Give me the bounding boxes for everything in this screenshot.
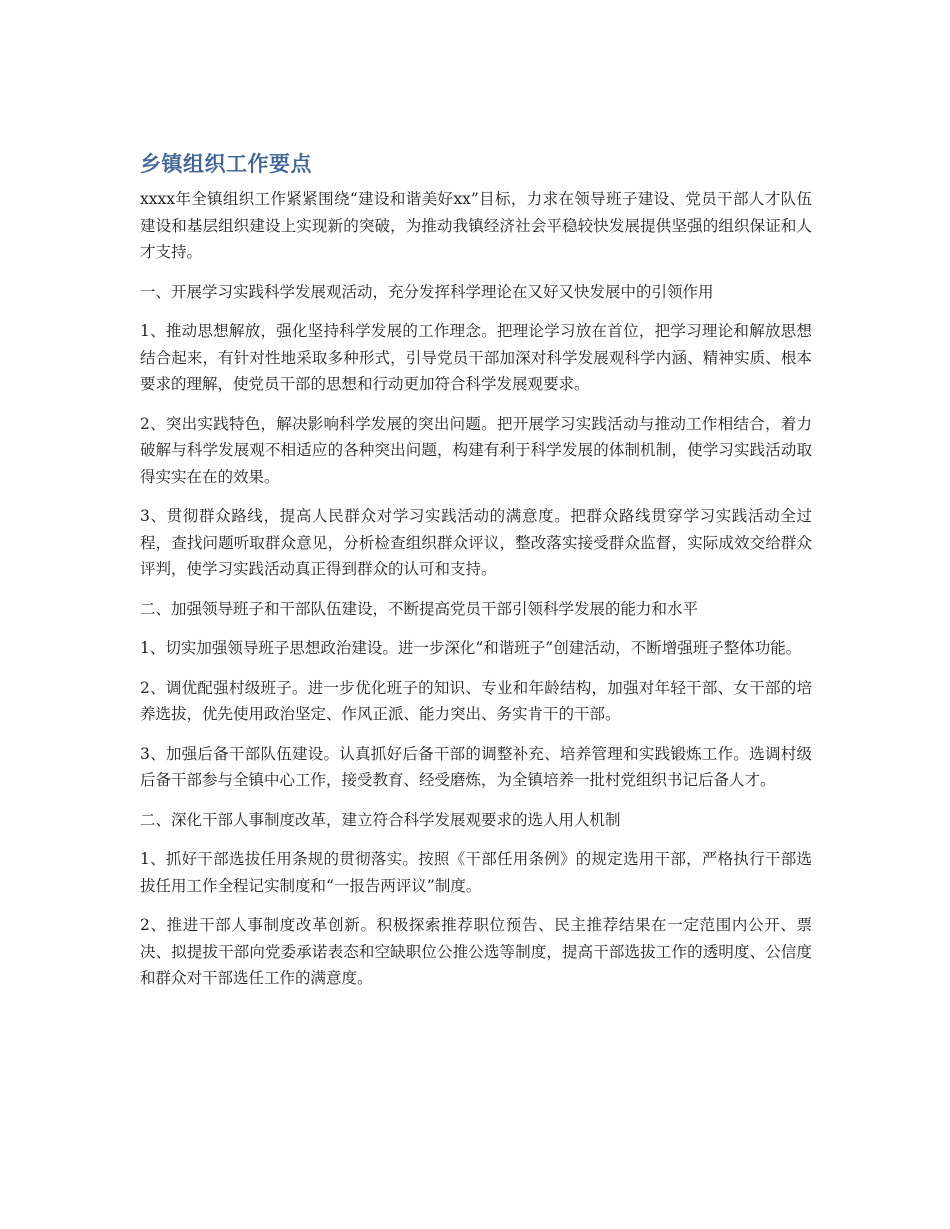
- paragraph-2-1: 1、切实加强领导班子思想政治建设。进一步深化“和谐班子”创建活动，不断增强班子整体功能。: [140, 639, 802, 657]
- paragraph-3-1: 1、抓好干部选拔任用条规的贯彻落实。按照《干部任用条例》的规定选用干部，严格执行干部选拔任用工作全程记实制度和“一报告两评议”制度。: [140, 850, 812, 895]
- document-title: 乡镇组织工作要点: [140, 152, 312, 176]
- paragraph-1-2: 2、突出实践特色，解决影响科学发展的突出问题。把开展学习实践活动与推动工作相结合，着力破解与科学发展观不相适应的各种突出问题，构建有利于科学发展的体制机制，使学习实践活动取得实实在在的效果。: [140, 414, 812, 486]
- paragraph-3-2: 2、推进干部人事制度改革创新。积极探索推荐职位预告、民主推荐结果在一定范围内公开、票决、拟提拔干部向党委承诺表态和空缺职位公推公选等制度，提高干部选拔工作的透明度、公信度和群众对干部选任工作的满意度。: [140, 916, 812, 987]
- paragraph-1-1: 1、推动思想解放，强化坚持科学发展的工作理念。把理论学习放在首位，把学习理论和解放思想结合起来，有针对性地采取多种形式，引导党员干部加深对科学发展观科学内涵、精神实质、根本要求的理解，使党员干部的思想和行动更加符合科学发展观要求。: [140, 322, 812, 393]
- paragraph-1-3: 3、贯彻群众路线，提高人民群众对学习实践活动的满意度。把群众路线贯穿学习实践活动全过程，查找问题听取群众意见，分析检查组织群众评议，整改落实接受群众监督，实际成效交给群众评判，使学习实践活动真正得到群众的认可和支持。: [140, 507, 812, 578]
- section-heading-1: 一、开展学习实践科学发展观活动，充分发挥科学理论在又好又快发展中的引领作用: [140, 282, 714, 301]
- intro-paragraph: xxxx年全镇组织工作紧紧围绕“建设和谐美好xx”目标，力求在领导班子建设、党员干部人才队伍建设和基层组织建设上实现新的突破，为推动我镇经济社会平稳较快发展提供坚强的组织保证和人才支持。: [140, 190, 812, 261]
- section-heading-3: 二、深化干部人事制度改革，建立符合科学发展观要求的选人用人机制: [140, 810, 621, 829]
- paragraph-2-2: 2、调优配强村级班子。进一步优化班子的知识、专业和年龄结构，加强对年轻干部、女干部的培养选拔，优先使用政治坚定、作风正派、能力突出、务实肯干的干部。: [140, 678, 812, 723]
- document-page: [140, 148, 812, 1005]
- section-heading-2: 二、加强领导班子和干部队伍建设，不断提高党员干部引领科学发展的能力和水平: [140, 599, 699, 618]
- paragraph-2-3: 3、加强后备干部队伍建设。认真抓好后备干部的调整补充、培养管理和实践锻炼工作。选调村级后备干部参与全镇中心工作，接受教育、经受磨炼，为全镇培养一批村党组织书记后备人才。: [140, 744, 812, 789]
